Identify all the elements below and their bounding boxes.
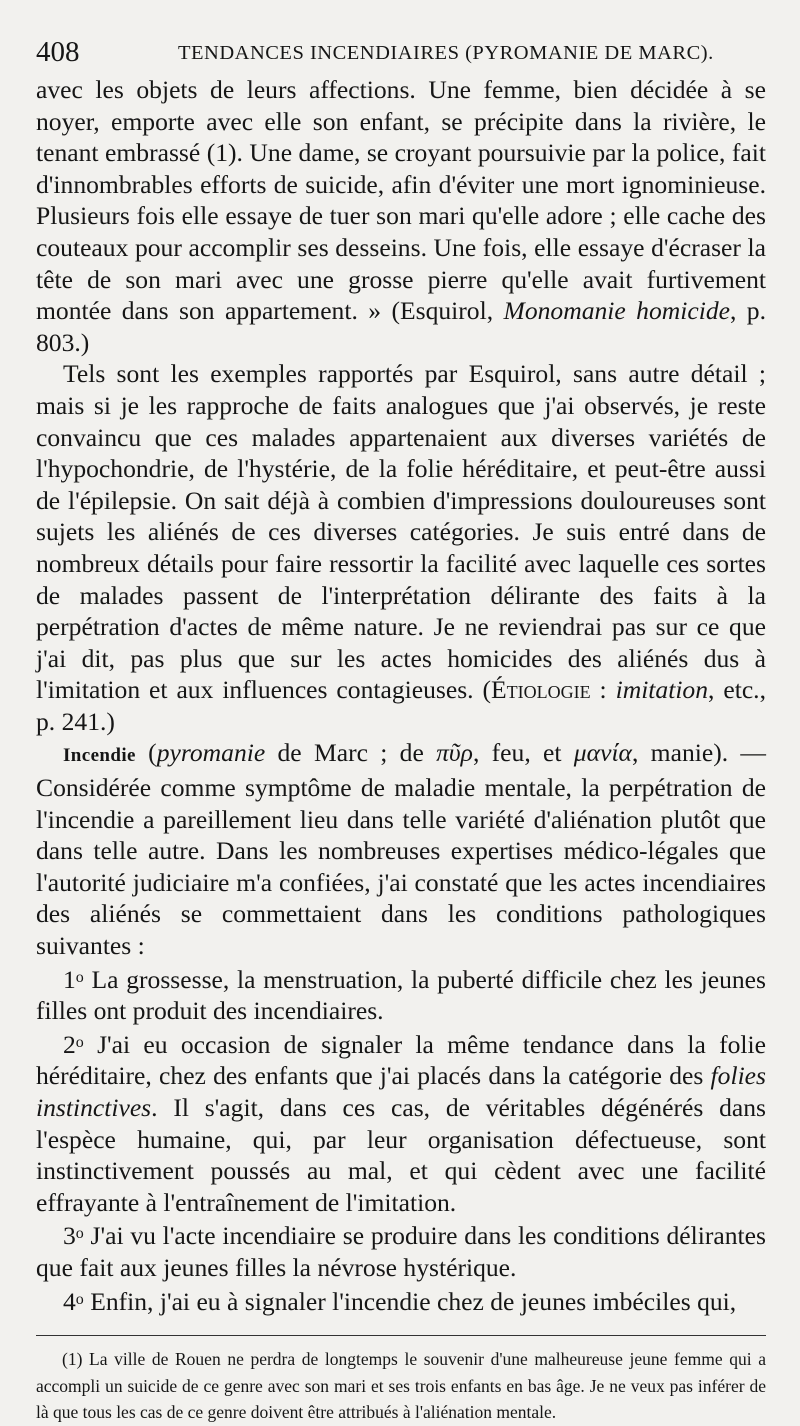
text-span: de Marc ; de	[265, 738, 437, 768]
list-item-3	[36, 1218, 766, 1283]
list-item-2	[36, 1027, 766, 1219]
page-header	[36, 28, 766, 68]
italic-term: folies instinctives	[36, 1061, 766, 1122]
body-text	[36, 74, 766, 1317]
italic-title: Monomanie homicide	[503, 296, 730, 326]
text-span: J'ai eu occasion de signaler la même tendance dans la folie héréditaire, chez des enfants que j'ai placés dans la catégorie des	[36, 1029, 766, 1091]
ordinal-mark: o	[75, 1225, 84, 1243]
footnote-rule	[36, 1335, 766, 1336]
text-span: J'ai vu l'acte incendiaire se produire dans les conditions délirantes que fait aux jeunes filles la névrose hystérique.	[36, 1221, 766, 1282]
paragraph-3	[36, 737, 766, 961]
greek-word: πῦρ	[436, 738, 473, 768]
list-item-4	[36, 1284, 766, 1318]
footnote: (1) La ville de Rouen ne perdra de longtemps le souvenir d'une malheureuse jeune femme qui a accompli un suicide de ce genre avec son mari et ses trois enfants en bas âge. Je ne veux pas inférer de là que tous les cas de ce genre doivent être attribués à l'aliénation mentale.	[36, 1349, 766, 1423]
ordinal-mark: o	[75, 1290, 84, 1308]
item-number: 4	[63, 1286, 76, 1316]
item-number: 3	[63, 1221, 76, 1251]
item-number: 1	[63, 964, 76, 994]
ordinal-mark: o	[75, 1033, 84, 1051]
text-span: . Il s'agit, dans ces cas, de véritables dégénérés dans l'espèce humaine, qui, par leur organisation défectueuse, sont instinctivement poussés au mal, et qui cèdent avec une facilité effrayante à l'entraînement de l'imitation.	[36, 1093, 766, 1217]
text-span: , manie). — Considérée comme symptôme de maladie mentale, la perpétration de l'incendie a pareillement lieu dans telle variété d'aliénation plutôt que dans telle autre. Dans les nombreuses expertises médico-légales que l'autorité judiciaire m'a confiées, j'ai constaté que les actes incendiaires des aliénés se commettaient dans les conditions pathologiques suivantes :	[36, 738, 767, 961]
item-number: 2	[63, 1029, 76, 1059]
text-span: Tels sont les exemples rapportés par Esquirol, sans autre détail ; mais si je les rapproche de faits analogues que j'ai observés, je reste convaincu que ces malades appartenaient aux diverses variétés de l'hypochondrie, de l'hystérie, de la folie héréditaire, et peut-être aussi de l'épilepsie. On sait déjà à combien d'impressions douloureuses sont sujets les aliénés de ces diverses catégories. Je suis entré dans de nombreux détails pour faire ressortir la facilité avec laquelle ces sortes de malades passent de l'interprétation délirante des faits à la perpétration d'actes de même nature. Je ne reviendrai pas sur ce que j'ai dit, pas plus que sur les actes homicides des aliénés dus à l'imitation et aux influences contagieuses. (	[36, 359, 766, 705]
ordinal-mark: o	[75, 968, 84, 986]
page-number: 408	[36, 36, 80, 68]
italic-ref: imitation	[615, 675, 709, 705]
text-span: avec les objets de leurs affections. Une femme, bien décidée à se noyer, emporte avec elle son enfant, se précipite dans la rivière, le tenant embrassé (1). Une dame, se croyant poursuivie par la police, fait d'innombrables efforts de suicide, afin d'éviter une mort ignominieuse. Plusieurs fois elle essaye de tuer son mari qu'elle adore ; elle cache des couteaux pour accomplir ses desseins. Une fois, elle essaye d'écraser la tête de son mari avec une grosse pierre qu'elle avait furtivement montée dans son appartement. » (Esquirol,	[36, 75, 766, 326]
running-head: TENDANCES INCENDIAIRES (PYROMANIE DE MARC).	[178, 42, 714, 64]
text-span: La grossesse, la menstruation, la puberté difficile chez les jeunes filles ont produit des incendiaires.	[36, 964, 766, 1026]
smallcaps-ref: Étiologie	[491, 675, 591, 705]
text-span: (	[135, 738, 157, 768]
greek-word: μανία	[573, 738, 632, 768]
text-span: , feu, et	[472, 738, 574, 768]
section-heading: Incendie	[63, 745, 136, 767]
text-span: Enfin, j'ai eu à signaler l'incendie chez de jeunes imbéciles qui,	[83, 1286, 737, 1316]
italic-term: pyromanie	[156, 738, 266, 768]
list-item-1	[36, 962, 766, 1027]
paragraph-2	[36, 358, 766, 737]
text-span: :	[590, 675, 616, 705]
text-span: , etc., p. 241.)	[36, 675, 766, 736]
text-span: , p. 803.)	[36, 296, 766, 357]
paragraph-1	[36, 74, 766, 358]
